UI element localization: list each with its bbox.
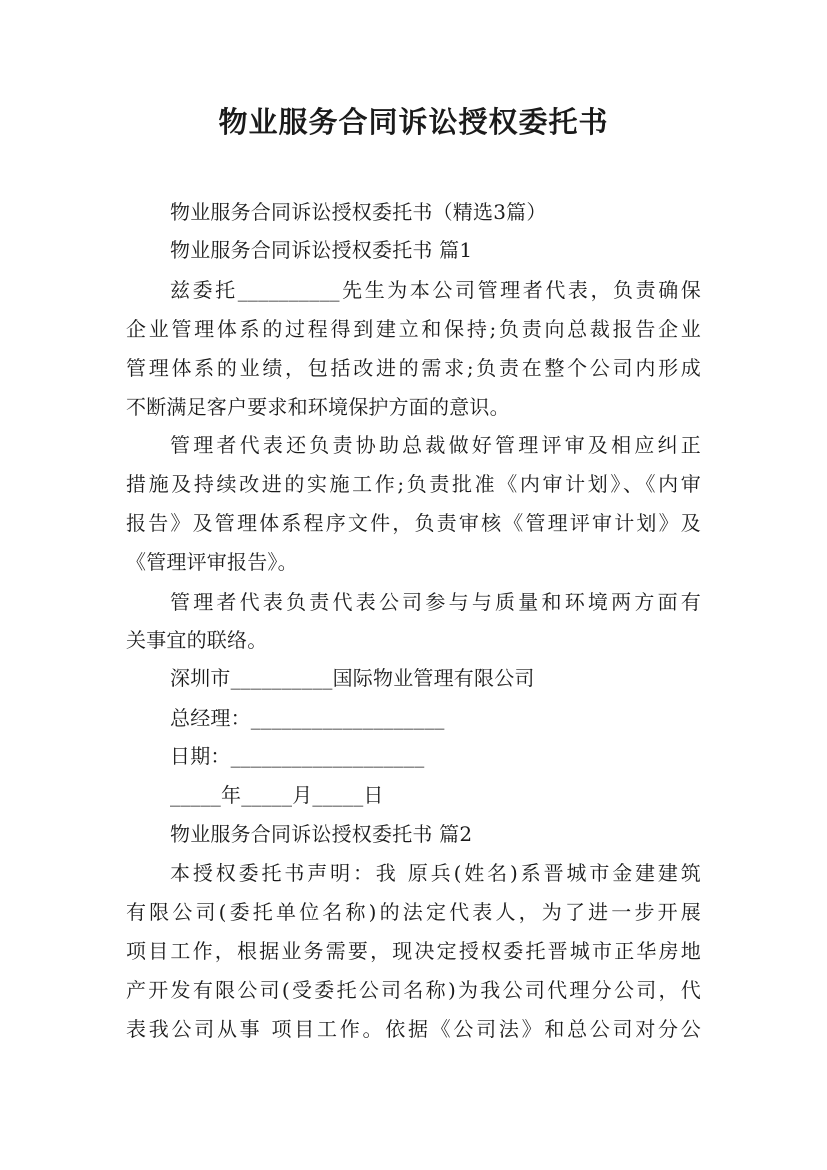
date-line: 日期：___________________ <box>170 744 425 768</box>
paragraph-line: 措施及持续改进的实施工作;负责批准《内审计划》、《内审 <box>126 472 701 496</box>
company-line: 深圳市__________国际物业管理有限公司 <box>170 666 535 690</box>
paragraph-line: 项目工作，根据业务需要，现决定授权委托晋城市正华房地 <box>126 939 701 963</box>
subtitle-line: 物业服务合同诉讼授权委托书（精选3篇） <box>170 200 547 224</box>
section-heading-1: 物业服务合同诉讼授权委托书 篇1 <box>170 238 473 262</box>
section-heading-2: 物业服务合同诉讼授权委托书 篇2 <box>170 822 473 846</box>
paragraph-line: 关事宜的联络。 <box>126 628 268 652</box>
paragraph-line: 兹委托__________先生为本公司管理者代表，负责确保 <box>170 278 701 302</box>
paragraph-line: 管理者代表负责代表公司参与与质量和环境两方面有 <box>170 590 701 614</box>
paragraph-line: 管理体系的业绩，包括改进的需求;负责在整个公司内形成 <box>126 356 701 380</box>
paragraph-line: 产开发有限公司(受委托公司名称)为我公司代理分公司，代 <box>126 978 701 1002</box>
paragraph-line: 本授权委托书声明：我 原兵(姓名)系晋城市金建建筑 <box>170 861 701 885</box>
paragraph-line: 管理者代表还负责协助总裁做好管理评审及相应纠正 <box>170 433 701 457</box>
paragraph-line: 不断满足客户要求和环境保护方面的意识。 <box>126 395 510 419</box>
date-blanks-line: _____年_____月_____日 <box>170 783 384 807</box>
document-title: 物业服务合同诉讼授权委托书 <box>218 105 609 139</box>
paragraph-line: 《管理评审报告》。 <box>126 550 298 574</box>
paragraph-line: 表我公司从事 项目工作。依据《公司法》和总公司对分公 <box>126 1017 701 1041</box>
manager-line: 总经理：___________________ <box>170 706 445 730</box>
paragraph-line: 企业管理体系的过程得到建立和保持;负责向总裁报告企业 <box>126 317 701 341</box>
paragraph-line: 报告》及管理体系程序文件，负责审核《管理评审计划》及 <box>126 511 701 535</box>
paragraph-line: 有限公司(委托单位名称)的法定代表人，为了进一步开展 <box>126 900 701 924</box>
